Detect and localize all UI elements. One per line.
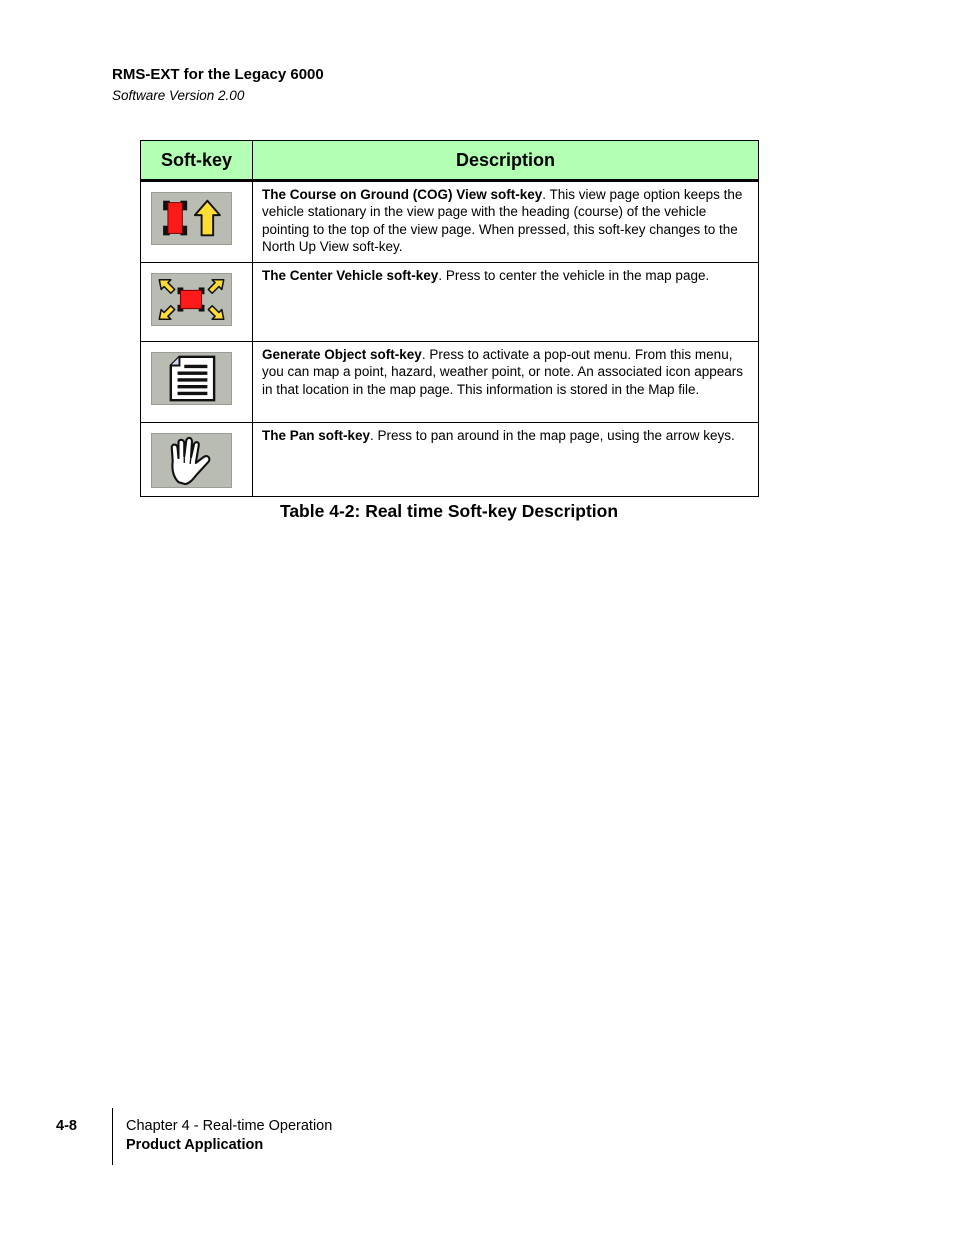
softkey-description: . Press to center the vehicle in the map page. <box>438 268 710 283</box>
description-cell <box>253 342 759 423</box>
column-header-softkey: Soft-key <box>141 141 253 181</box>
softkey-description: . Press to pan around in the map page, using the arrow keys. <box>370 428 735 443</box>
table-row <box>141 263 759 342</box>
description-cell <box>253 423 759 497</box>
table-row <box>141 342 759 423</box>
center-vehicle-icon <box>151 273 232 326</box>
softkey-cell <box>141 181 253 263</box>
softkey-name: The Pan soft-key <box>262 428 371 443</box>
softkey-description: . This view page option keeps the vehicle stationary in the view page with the heading (course) of the vehicle pointing to the top of the view page. When pressed, this soft-key changes to the North Up View soft-key. <box>262 187 743 254</box>
document-title: RMS-EXT for the Legacy 6000 <box>112 66 324 83</box>
software-version: Software Version 2.00 <box>112 88 245 103</box>
table-header-row <box>141 141 759 181</box>
table-row <box>141 181 759 263</box>
softkey-name: The Course on Ground (COG) View soft-key <box>262 187 543 202</box>
softkey-name: The Center Vehicle soft-key <box>262 268 439 283</box>
softkey-cell <box>141 342 253 423</box>
generate-object-icon <box>151 352 232 405</box>
softkey-cell <box>141 423 253 497</box>
table-caption: Table 4-2: Real time Soft-key Description <box>279 501 619 521</box>
softkey-name: Generate Object soft-key <box>262 347 422 362</box>
description-cell <box>253 181 759 263</box>
footer-chapter: Chapter 4 - Real-time Operation <box>126 1118 333 1134</box>
footer-section: Product Application <box>126 1137 264 1153</box>
description-cell <box>253 263 759 342</box>
footer-divider <box>112 1108 113 1165</box>
table-row <box>141 423 759 497</box>
softkey-table <box>140 140 759 497</box>
course-on-ground-icon <box>151 192 232 245</box>
column-header-description: Description <box>253 141 759 181</box>
pan-hand-icon <box>151 433 232 488</box>
softkey-description: . Press to activate a pop-out menu. From this menu, you can map a point, hazard, weather point, or note. An associated icon appears in that location in the map page. This information is stored in the Map file. <box>262 347 744 397</box>
softkey-cell <box>141 263 253 342</box>
page-number: 4-8 <box>56 1118 77 1134</box>
